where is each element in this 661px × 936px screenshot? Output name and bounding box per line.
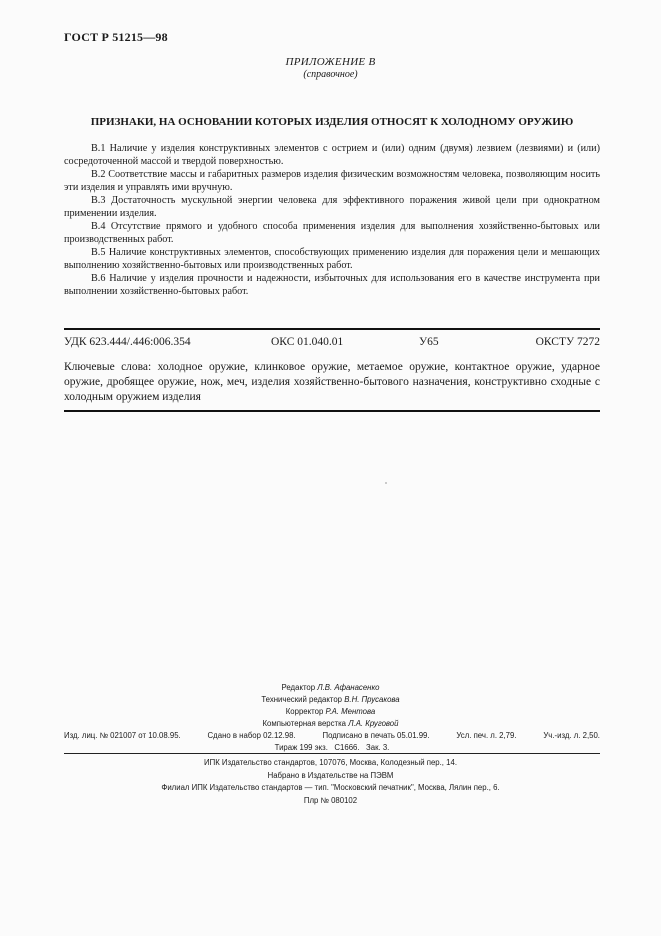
printer-line-1: ИПК Издательство стандартов, 107076, Москва, Колодезный пер., 14. xyxy=(204,758,457,767)
standard-id: ГОСТ Р 51215—98 xyxy=(64,30,168,44)
print-run: Тираж 199 экз. xyxy=(274,743,328,752)
classification-row xyxy=(64,336,600,350)
keywords: Ключевые слова: холодное оружие, клинковое оружие, метаемое оружие, контактное оружие, ударное оружие, дробящее оружие, нож, меч, изделия хозяйственно-бытового назначения, конструктивно сходные с холодным оружием изделия xyxy=(64,361,600,403)
divider-top xyxy=(64,328,600,330)
scan-speck xyxy=(385,482,387,484)
clause-b2: В.2 Соответствие массы и габаритных размеров изделия физическим возможностям человека, позволяющим носить эти изделия и управлять ими вручную. xyxy=(64,169,600,193)
printer-line-4: Плр № 080102 xyxy=(303,795,358,805)
okstu-code: ОКСТУ 7272 xyxy=(535,336,600,348)
pub-sheets: Уч.-изд. л. 2,50. xyxy=(543,731,600,740)
print-sheets: Усл. печ. л. 2,79. xyxy=(456,731,517,740)
clause-b3: В.3 Достаточность мускульной энергии человека для эффективного поражения живой цели при однократном применении изделия. xyxy=(64,195,600,219)
publication-info xyxy=(64,730,600,754)
printer-line-2: Набрано в Издательстве на ПЭВМ xyxy=(267,770,394,780)
publication-divider xyxy=(64,753,600,754)
annex-subtitle: (справочное) xyxy=(303,69,358,80)
signed-date: Подписано в печать 05.01.99. xyxy=(322,731,430,740)
section-heading: ПРИЗНАКИ, НА ОСНОВАНИИ КОТОРЫХ ИЗДЕЛИЯ ОТНОСЯТ К ХОЛОДНОМУ ОРУЖИЮ xyxy=(90,116,574,128)
credit-proofreader: Корректор Р.А. Ментова xyxy=(285,707,376,716)
order-number: Зак. 3. xyxy=(366,743,390,752)
clause-b5: В.5 Наличие конструктивных элементов, способствующих применению изделия для поражения цели и мешающих выполнению хозяйственно-бытовых или производственных работ. xyxy=(64,247,600,271)
clause-b4: В.4 Отсутствие прямого и удобного способа применения изделия для выполнения хозяйственно-бытовых или производственных работ. xyxy=(64,221,600,245)
oks-code: ОКС 01.040.01 xyxy=(271,336,344,348)
clause-b1: В.1 Наличие у изделия конструктивных элементов с острием и (или) одним (двумя) лезвием (лезвиями) и (или) сосредоточенной массой и твердой поверхностью. xyxy=(64,143,600,167)
printer-line-3: Филиал ИПК Издательство стандартов — тип. "Московский печатник", Москва, Лялин пер., 6. xyxy=(161,783,500,792)
credits-block xyxy=(0,682,661,730)
publication-line-1 xyxy=(64,730,600,742)
group-code: У65 xyxy=(419,336,439,348)
clause-b6: В.6 Наличие у изделия прочности и надежности, избыточных для использования его в качестве инструмента при выполнении хозяйственно-бытовых работ. xyxy=(64,273,600,297)
license: Изд. лиц. № 021007 от 10.08.95. xyxy=(64,731,181,740)
annex-title: ПРИЛОЖЕНИЕ В xyxy=(285,56,376,68)
clause-list xyxy=(64,142,600,298)
credit-tech-editor: Технический редактор В.Н. Прусакова xyxy=(261,695,400,704)
printer-info xyxy=(0,757,661,807)
credit-layout: Компьютерная верстка Л.А. Круговой xyxy=(262,719,399,728)
order-code: С1666. xyxy=(334,743,360,752)
credit-editor: Редактор Л.В. Афанасенко xyxy=(281,683,380,692)
udk-code: УДК 623.444/.446:006.354 xyxy=(64,336,191,348)
submitted-date: Сдано в набор 02.12.98. xyxy=(207,731,296,740)
divider-bottom xyxy=(64,410,600,412)
